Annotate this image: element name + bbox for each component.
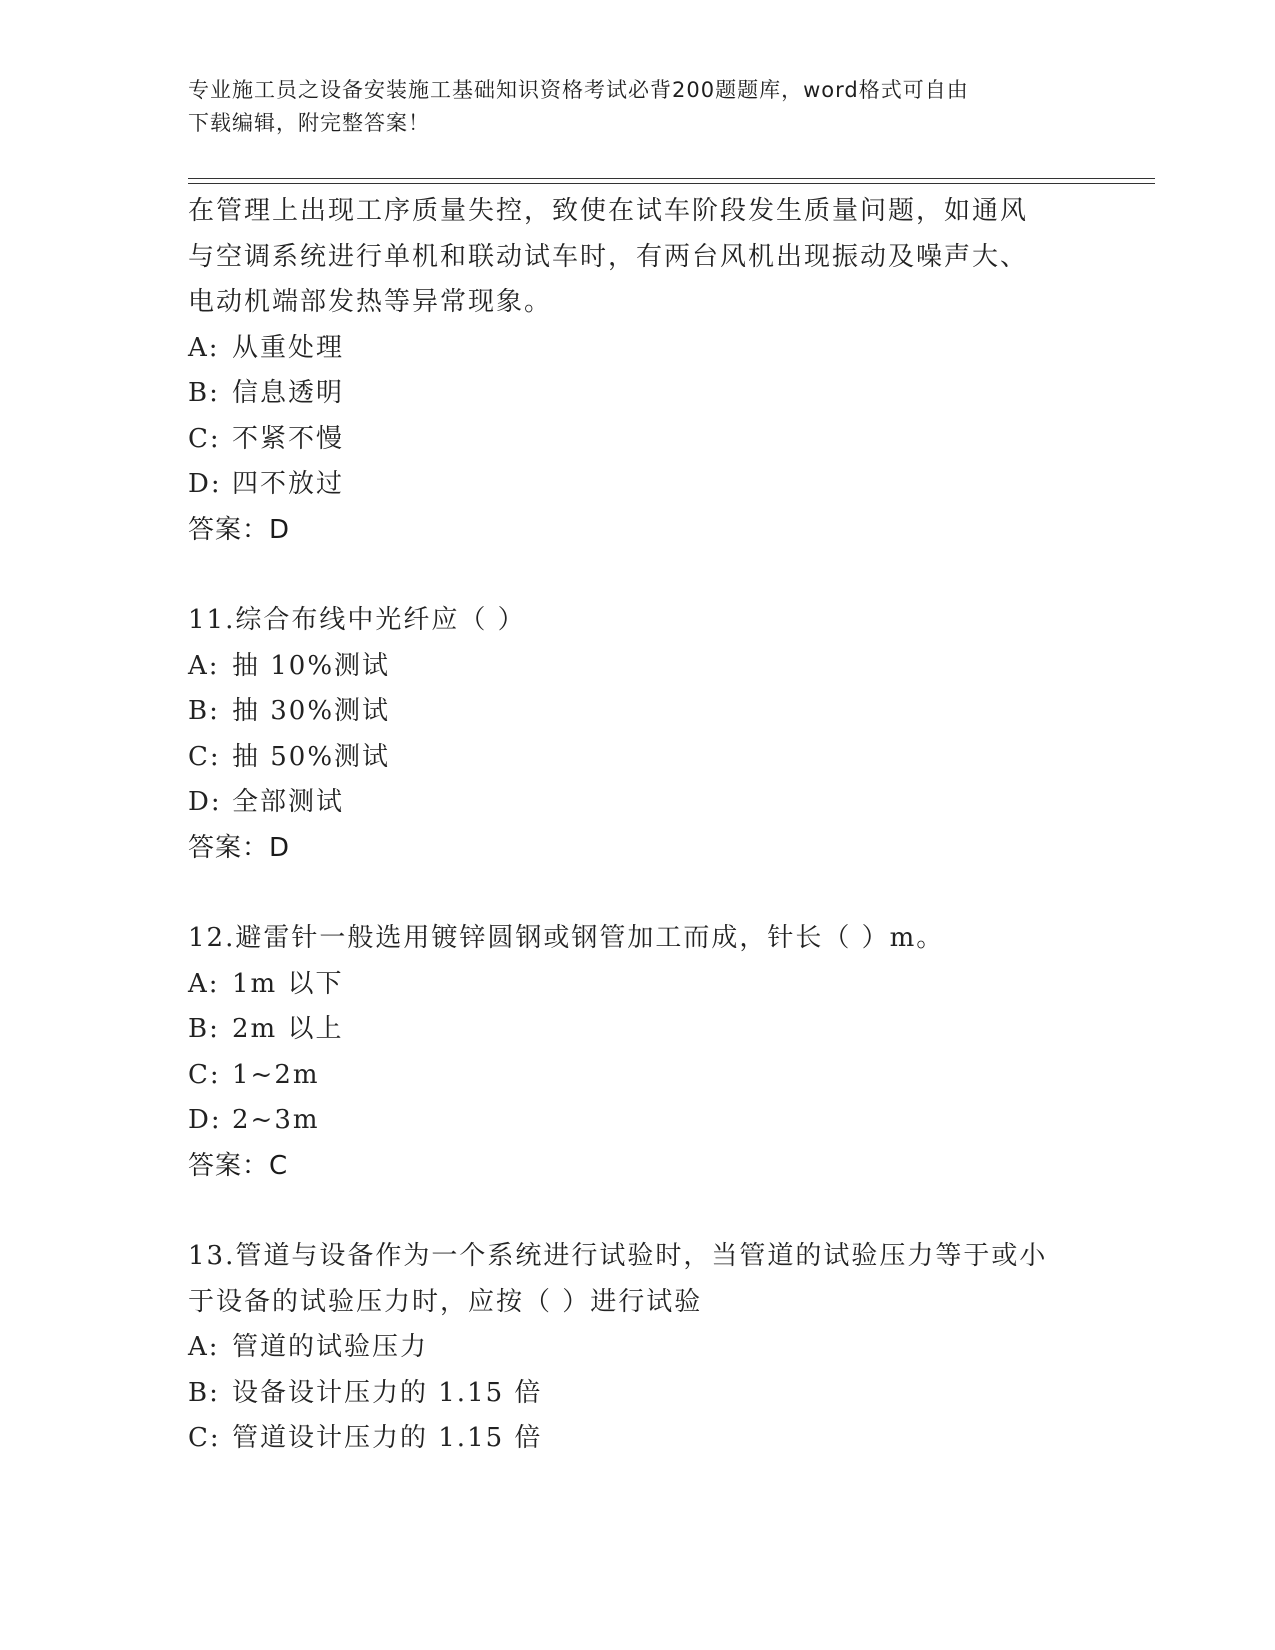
- spacer: [188, 553, 1088, 598]
- option-letter: D:: [188, 1105, 222, 1135]
- option-letter: B:: [188, 1377, 220, 1408]
- question-12: [188, 916, 1088, 1189]
- question-stem-line: 电动机端部发热等异常现象。: [188, 287, 553, 317]
- option-c: [188, 1053, 1088, 1099]
- option-letter: D:: [188, 787, 222, 817]
- spacer: [188, 871, 1088, 916]
- option-letter: C:: [188, 741, 221, 772]
- option-letter: C:: [188, 1423, 221, 1453]
- option-text: 抽 10%测试: [232, 650, 391, 681]
- header-divider-bottom: [188, 183, 1155, 184]
- option-letter: A:: [188, 650, 220, 681]
- option-d: [188, 1098, 1088, 1144]
- option-letter: D:: [188, 469, 222, 499]
- option-d: [188, 780, 1088, 826]
- option-text: 信息透明: [232, 378, 345, 408]
- question-stem-line: 于设备的试验压力时，应按（ ）进行试验: [188, 1286, 703, 1317]
- option-letter: B:: [188, 1014, 220, 1044]
- option-text: 1m 以下: [232, 968, 344, 999]
- question-list: [188, 189, 1088, 1462]
- option-text: 抽 30%测试: [232, 696, 391, 726]
- document-header: [188, 74, 1068, 140]
- option-a: [188, 1325, 1088, 1371]
- option-c: [188, 1416, 1088, 1462]
- option-text: 2m 以上: [232, 1014, 344, 1044]
- option-b: [188, 371, 1088, 417]
- option-letter: A:: [188, 968, 220, 999]
- option-letter: B:: [188, 378, 220, 408]
- option-text: 管道的试验压力: [232, 1332, 429, 1362]
- option-d: [188, 462, 1088, 508]
- option-a: [188, 962, 1088, 1008]
- option-text: 从重处理: [232, 332, 345, 363]
- option-text: 不紧不慢: [232, 423, 345, 454]
- option-text: 管道设计压力的 1.15 倍: [232, 1423, 543, 1453]
- option-text: 全部测试: [232, 787, 345, 817]
- question-stem-line: 在管理上出现工序质量失控，致使在试车阶段发生质量问题，如通风: [188, 196, 1029, 226]
- option-letter: A:: [188, 1332, 220, 1362]
- answer-line: 答案：C: [188, 1150, 289, 1181]
- option-letter: B:: [188, 696, 220, 726]
- spacer: [188, 1189, 1088, 1234]
- header-line-1: 专业施工员之设备安装施工基础知识资格考试必背200题题库，word格式可自由: [188, 78, 969, 102]
- option-a: [188, 644, 1088, 690]
- option-text: 设备设计压力的 1.15 倍: [232, 1377, 543, 1408]
- question-10: [188, 189, 1088, 553]
- option-c: [188, 417, 1088, 463]
- option-text: 四不放过: [232, 469, 345, 499]
- header-divider-top: [188, 178, 1155, 179]
- option-c: [188, 735, 1088, 781]
- option-b: [188, 1371, 1088, 1417]
- question-11: [188, 598, 1088, 871]
- option-text: 1~2m: [232, 1059, 320, 1090]
- option-a: [188, 326, 1088, 372]
- question-stem-line: 11.综合布线中光纤应（ ）: [188, 605, 526, 635]
- question-stem-line: 12.避雷针一般选用镀锌圆钢或钢管加工而成，针长（ ）m。: [188, 923, 945, 953]
- question-13: [188, 1234, 1088, 1462]
- question-stem-line: 13.管道与设备作为一个系统进行试验时，当管道的试验压力等于或小: [188, 1241, 1048, 1271]
- question-stem-line: 与空调系统进行单机和联动试车时，有两台风机出现振动及噪声大、: [188, 241, 1029, 272]
- answer-line: 答案：D: [188, 832, 291, 863]
- option-text: 2~3m: [232, 1105, 320, 1135]
- option-b: [188, 689, 1088, 735]
- header-line-2: 下载编辑，附完整答案！: [188, 111, 430, 135]
- answer-line: 答案：D: [188, 514, 291, 545]
- option-letter: C:: [188, 1059, 221, 1090]
- option-letter: C:: [188, 423, 221, 454]
- option-letter: A:: [188, 332, 220, 363]
- option-text: 抽 50%测试: [232, 741, 391, 772]
- option-b: [188, 1007, 1088, 1053]
